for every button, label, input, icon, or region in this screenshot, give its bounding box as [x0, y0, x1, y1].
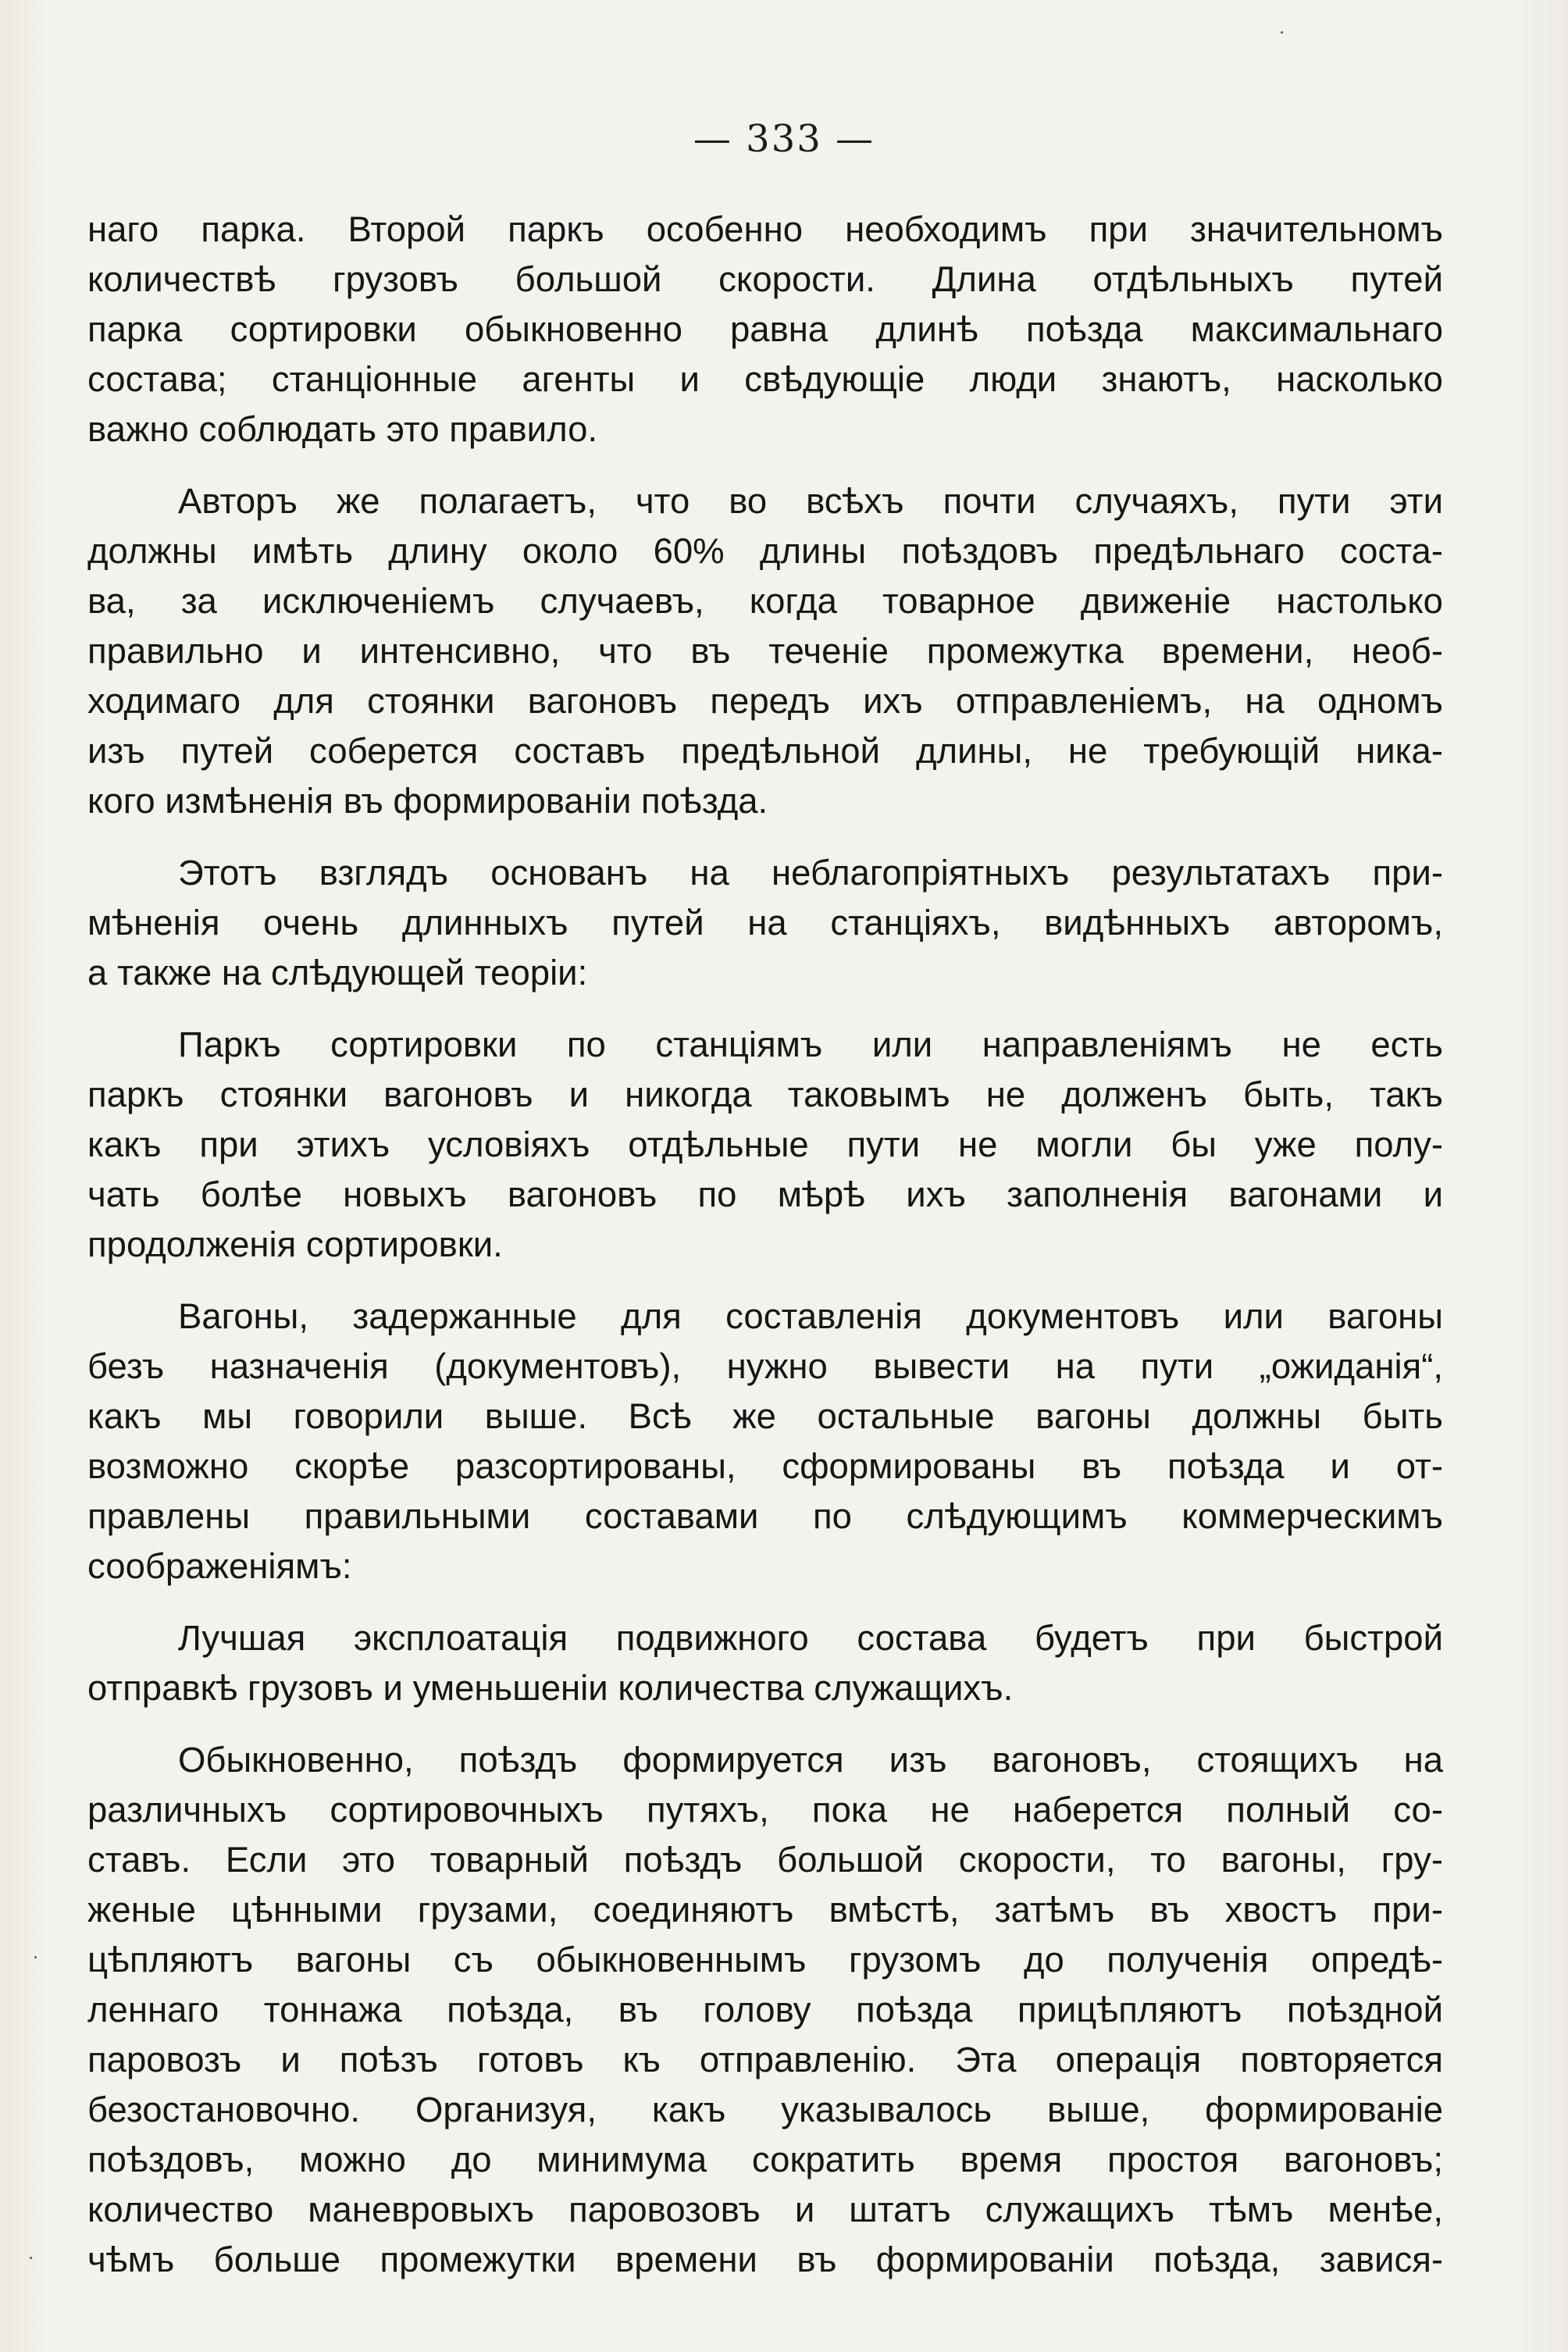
text-line: безостановочно. Организуя, какъ указывалось выше, формированіе [87, 2090, 1443, 2129]
text-line: цѣпляютъ вагоны съ обыкновеннымъ грузомъ до полученія опредѣ- [87, 1940, 1443, 1980]
text-line: состава; станціонные агенты и свѣдующіе люди знаютъ, насколько [87, 359, 1443, 399]
text-line: количествѣ грузовъ большой скорости. Длина отдѣльныхъ путей [87, 259, 1443, 299]
paragraph-5 [87, 1292, 1443, 1591]
text-line: продолженія сортировки. [87, 1224, 503, 1264]
text-line: какъ при этихъ условіяхъ отдѣльные пути не могли бы уже полу- [87, 1124, 1443, 1164]
text-line: чѣмъ больше промежутки времени въ формированіи поѣзда, завися- [87, 2240, 1443, 2279]
text-line: количество маневровыхъ паровозовъ и штатъ служащихъ тѣмъ менѣе, [87, 2190, 1443, 2229]
text-line: соображеніямъ: [87, 1546, 352, 1586]
text-line: Лучшая эксплоатація подвижного состава будетъ при быстрой [178, 1618, 1443, 1658]
text-line: а также на слѣдующей теоріи: [87, 953, 588, 992]
text-line: отправкѣ грузовъ и уменьшеніи количества служащихъ. [87, 1668, 1014, 1708]
text-line: возможно скорѣе разсортированы, сформированы въ поѣзда и от- [87, 1446, 1443, 1486]
text-line: изъ путей соберется составъ предѣльной длины, не требующій ника- [87, 731, 1443, 771]
text-line: мѣненія очень длинныхъ путей на станціяхъ, видѣнныхъ авторомъ, [87, 903, 1443, 943]
text-line: Авторъ же полагаетъ, что во всѣхъ почти случаяхъ, пути эти [178, 481, 1443, 521]
paragraph-3 [87, 848, 1443, 998]
text-line: чать болѣе новыхъ вагоновъ по мѣрѣ ихъ заполненія вагонами и [87, 1174, 1443, 1214]
text-line: правлены правильными составами по слѣдующимъ коммерческимъ [87, 1496, 1443, 1536]
text-line: ходимаго для стоянки вагоновъ передъ ихъ отправленіемъ, на одномъ [87, 681, 1443, 721]
paragraph-2 [87, 476, 1443, 826]
paragraph-6 [87, 1613, 1443, 1713]
text-line: ва, за исключеніемъ случаевъ, когда товарное движеніе настолько [87, 581, 1443, 621]
paragraph-1 [87, 205, 1443, 454]
text-line: парка сортировки обыкновенно равна длинѣ поѣзда максимальнаго [87, 309, 1443, 349]
paragraph-7 [87, 1735, 1443, 2285]
text-line: Этотъ взглядъ основанъ на неблагопріятныхъ результатахъ при- [178, 853, 1443, 893]
text-line: Вагоны, задержанные для составленія документовъ или вагоны [178, 1296, 1443, 1336]
text-line: женые цѣнными грузами, соединяютъ вмѣстѣ, затѣмъ въ хвостъ при- [87, 1890, 1443, 1930]
scan-speck [30, 2257, 32, 2259]
text-line: должны имѣть длину около 60% длины поѣздовъ предѣльнаго соста- [87, 531, 1443, 571]
text-line: различныхъ сортировочныхъ путяхъ, пока не наберется полный со- [87, 1790, 1443, 1830]
scan-speck [1281, 31, 1283, 34]
body-text [87, 205, 1443, 2307]
text-line: кого измѣненія въ формированіи поѣзда. [87, 781, 768, 821]
text-line: какъ мы говорили выше. Всѣ же остальные вагоны должны быть [87, 1396, 1443, 1436]
text-line: ставъ. Если это товарный поѣздъ большой скорости, то вагоны, гру- [87, 1840, 1443, 1880]
text-line: Паркъ сортировки по станціямъ или направленіямъ не есть [178, 1025, 1443, 1064]
text-line: наго парка. Второй паркъ особенно необходимъ при значительномъ [87, 209, 1443, 249]
page-number: — 333 — [693, 117, 875, 161]
text-line: паркъ стоянки вагоновъ и никогда таковымъ не долженъ быть, такъ [87, 1074, 1443, 1114]
text-line: поѣздовъ, можно до минимума сократить время простоя вагоновъ; [87, 2140, 1443, 2179]
text-line: безъ назначенія (документовъ), нужно вывести на пути „ожиданія“, [87, 1346, 1443, 1386]
text-line: правильно и интенсивно, что въ теченіе промежутка времени, необ- [87, 631, 1443, 671]
text-line: паровозъ и поѣзъ готовъ къ отправленію. Эта операція повторяется [87, 2040, 1443, 2079]
paragraph-4 [87, 1020, 1443, 1270]
text-line: Обыкновенно, поѣздъ формируется изъ вагоновъ, стоящихъ на [178, 1740, 1443, 1780]
scan-speck [34, 1956, 37, 1958]
text-line: леннаго тоннажа поѣзда, въ голову поѣзда прицѣпляютъ поѣздной [87, 1990, 1443, 2029]
text-line: важно соблюдать это правило. [87, 409, 598, 449]
